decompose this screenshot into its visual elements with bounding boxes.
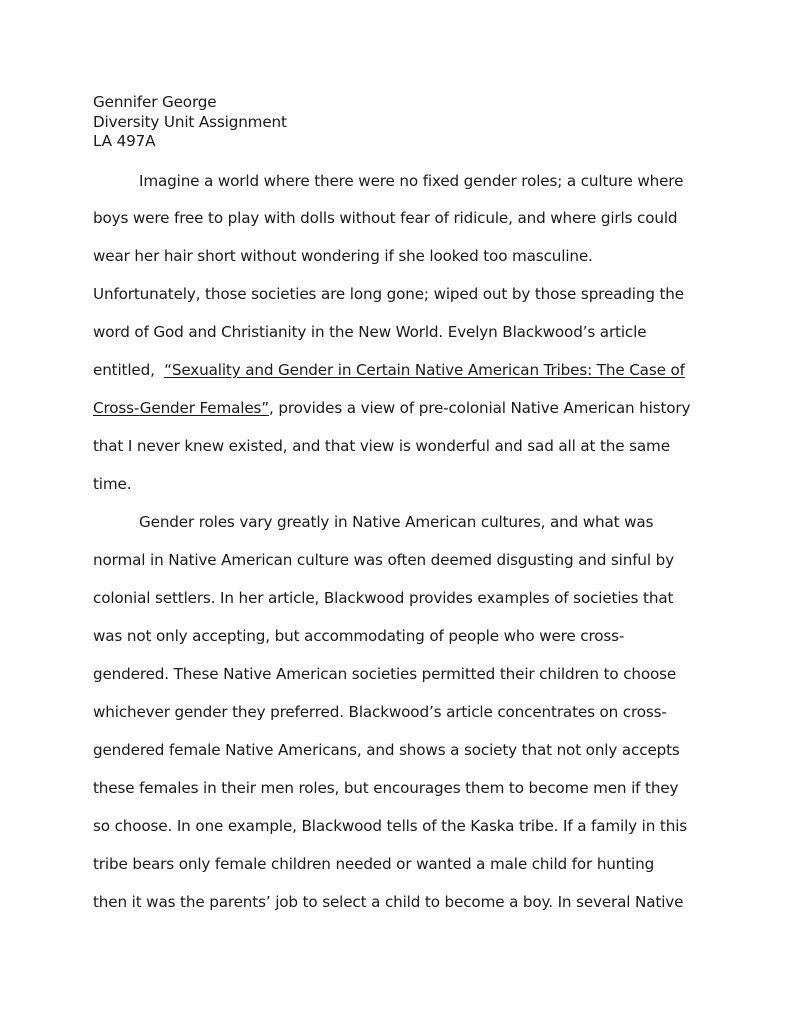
paragraph-line: boys were free to play with dolls without fear of ridicule, and where girls could	[93, 209, 678, 227]
article-title-part-2: Cross-Gender Females”	[93, 399, 270, 417]
paragraph-line: Imagine a world where there were no fixed gender roles; a culture where	[139, 172, 684, 190]
paragraph-line: Gender roles vary greatly in Native American cultures, and what was	[139, 513, 654, 531]
paragraph-line	[93, 360, 685, 380]
author-name: Gennifer George	[93, 93, 217, 111]
paragraph-line	[93, 398, 690, 418]
paragraph-line: these females in their men roles, but encourages them to become men if they	[93, 779, 679, 797]
paragraph-line: wear her hair short without wondering if she looked too masculine.	[93, 247, 593, 265]
paragraph-line: tribe bears only female children needed or wanted a male child for hunting	[93, 855, 655, 873]
line-suffix: , provides a view of pre-colonial Native American history	[269, 399, 691, 417]
paragraph-line: word of God and Christianity in the New World. Evelyn Blackwood’s article	[93, 323, 647, 341]
paragraph-line: colonial settlers. In her article, Blackwood provides examples of societies that	[93, 589, 674, 607]
assignment-title: Diversity Unit Assignment	[93, 112, 287, 131]
paragraph-line: Unfortunately, those societies are long gone; wiped out by those spreading the	[93, 285, 684, 303]
paragraph-line: normal in Native American culture was often deemed disgusting and sinful by	[93, 551, 674, 569]
line-prefix: entitled,	[93, 361, 165, 379]
paragraph-line: time.	[93, 475, 132, 493]
course-code: LA 497A	[93, 132, 156, 150]
paragraph-line: that I never knew existed, and that view is wonderful and sad all at the same	[93, 437, 670, 455]
paragraph-line: gendered. These Native American societies permitted their children to choose	[93, 665, 677, 683]
paragraph-line: was not only accepting, but accommodating of people who were cross-	[93, 627, 625, 645]
paragraph-line: so choose. In one example, Blackwood tells of the Kaska tribe. If a family in this	[93, 817, 688, 835]
paragraph-line: gendered female Native Americans, and shows a society that not only accepts	[93, 741, 680, 759]
document-header	[93, 93, 287, 152]
article-title-part-1: “Sexuality and Gender in Certain Native American Tribes: The Case of	[164, 361, 685, 379]
paragraph-line: then it was the parents’ job to select a child to become a boy. In several Native	[93, 893, 684, 911]
paragraph-line: whichever gender they preferred. Blackwood’s article concentrates on cross-	[93, 703, 667, 721]
